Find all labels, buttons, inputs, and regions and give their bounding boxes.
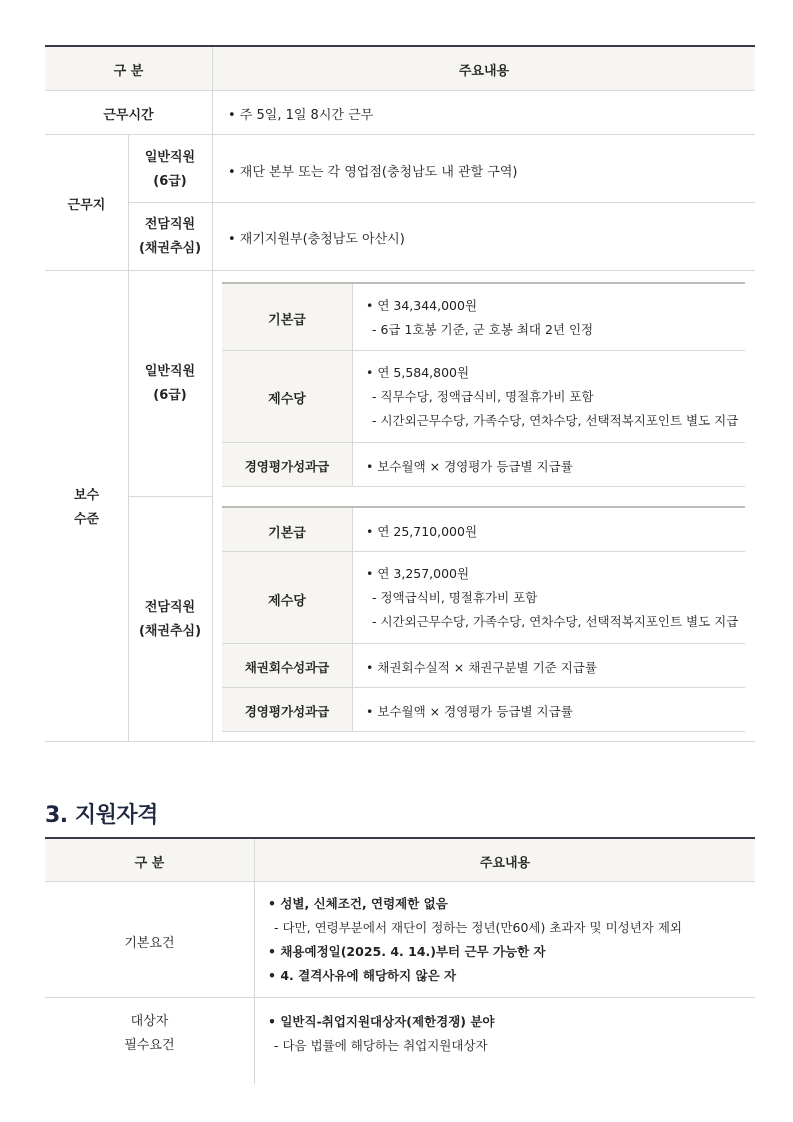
work-place-general-value: • 재단 본부 또는 각 영업점(충청남도 내 관할 구역) xyxy=(228,165,518,180)
dedicated-base-pay-label: 기본급 xyxy=(268,526,306,541)
general-performance-value: • 보수월액 × 경영평가 등급별 지급률 xyxy=(366,459,573,474)
section-title: 3. 지원자격 xyxy=(45,803,158,828)
qual-header-content: 주요내용 xyxy=(479,856,531,871)
work-place-label: 근무지 xyxy=(67,198,106,213)
general-base-pay-label: 기본급 xyxy=(268,313,306,328)
salary-dedicated-label: 전담직원 (채권추심) xyxy=(138,600,202,639)
general-allowance-value: • 연 5,584,800원 - 직무수당, 정액급식비, 명절휴가비 포함 - 시간외근무수당, 가족수당, 연차수당, 선택적복지포인트 별도 지급 xyxy=(366,365,739,428)
header-category: 구 분 xyxy=(113,64,144,79)
work-place-dedicated-label: 전담직원 (채권추심) xyxy=(138,217,202,256)
general-allowance-label: 제수당 xyxy=(268,392,306,407)
general-base-pay-value: • 연 34,344,000원 - 6급 1호봉 기준, 군 호봉 최대 2년 인정 xyxy=(366,298,594,337)
general-performance-label: 경영평가성과급 xyxy=(244,459,330,474)
salary-general-label: 일반직원 (6급) xyxy=(144,364,196,403)
target-requirements-value: • 일반직-취업지원대상자(제한경쟁) 분야 - 다음 법률에 해당하는 취업지원대상자 xyxy=(268,1014,495,1053)
dedicated-recovery-bonus-value: • 채권회수실적 × 채권구분별 기준 지급률 xyxy=(366,660,597,675)
target-requirements-label: 대상자 필수요건 xyxy=(124,1014,175,1053)
dedicated-performance-label: 경영평가성과급 xyxy=(244,704,330,719)
dedicated-allowance-value: • 연 3,257,000원 - 정액급식비, 명절휴가비 포함 - 시간외근무수당, 가족수당, 연차수당, 선택적복지포인트 별도 지급 xyxy=(366,566,739,629)
dedicated-allowance-label: 제수당 xyxy=(268,594,306,609)
work-hours-label: 근무시간 xyxy=(103,108,154,123)
dedicated-performance-value: • 보수월액 × 경영평가 등급별 지급률 xyxy=(366,704,573,719)
work-hours-value: • 주 5일, 1일 8시간 근무 xyxy=(228,108,374,123)
salary-label: 보수 수준 xyxy=(73,488,100,527)
qual-header-category: 구 분 xyxy=(134,856,165,871)
basic-requirements-label: 기본요건 xyxy=(124,936,175,951)
work-place-general-label: 일반직원 (6급) xyxy=(144,150,196,189)
basic-requirements-value: • 성별, 신체조건, 연령제한 없음 - 다만, 연령부분에서 재단이 정하는 정년(만60세) 초과자 및 미성년자 제외 • 채용예정일(2025. 4. 14.)부터 근무 가능한 자 • 4. 결격사유에 해당하지 않은 자 xyxy=(268,896,683,983)
dedicated-recovery-bonus-label: 채권회수성과급 xyxy=(244,660,330,675)
header-content: 주요내용 xyxy=(458,64,510,79)
dedicated-base-pay-value: • 연 25,710,000원 xyxy=(366,524,478,539)
work-place-dedicated-value: • 재기지원부(충청남도 아산시) xyxy=(228,232,405,247)
